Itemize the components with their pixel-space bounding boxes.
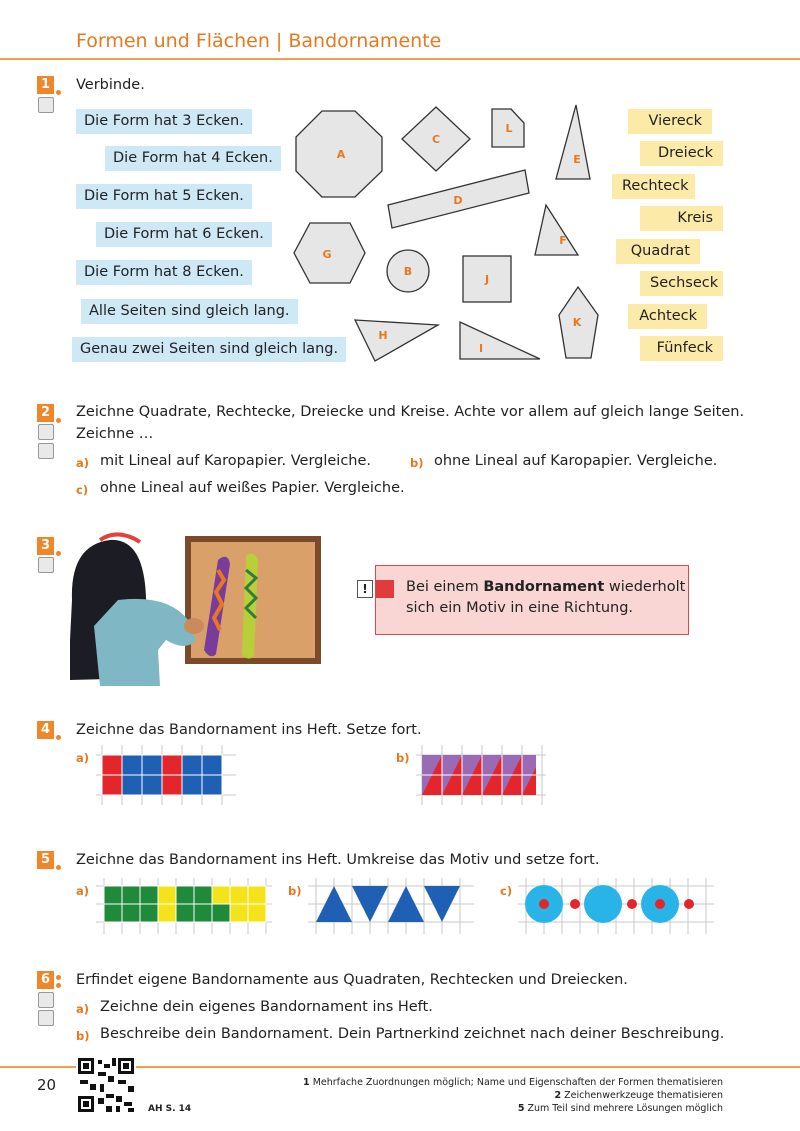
shape-label-d: D bbox=[453, 194, 463, 207]
task-dot bbox=[56, 975, 61, 980]
task-number-3: 3 bbox=[37, 537, 54, 555]
page-title: Formen und Flächen | Bandornamente bbox=[76, 30, 442, 52]
task6-b-text: Beschreibe dein Bandornament. Dein Partnerkind zeichnet nach deiner Beschreibung. bbox=[100, 1026, 725, 1042]
shape-label-i: I bbox=[478, 342, 484, 355]
task-dot bbox=[56, 418, 61, 423]
shape-label-c: C bbox=[431, 133, 441, 146]
statement-equal-sides: Alle Seiten sind gleich lang. bbox=[81, 299, 298, 324]
ornament-4b bbox=[416, 745, 546, 805]
shape-label-b: B bbox=[403, 265, 413, 278]
task2-c-label: c) bbox=[76, 483, 89, 497]
task6-a-text: Zeichne dein eigenes Bandornament ins Heft. bbox=[100, 999, 433, 1015]
triangle-shape-i bbox=[460, 322, 540, 359]
task4-instruction: Zeichne das Bandornament ins Heft. Setze fort. bbox=[76, 722, 422, 738]
task4-a-label: a) bbox=[76, 751, 90, 765]
name-viereck: Viereck bbox=[628, 109, 712, 134]
rule-line2: sich ein Motiv in eine Richtung. bbox=[406, 600, 634, 616]
shape-label-h: H bbox=[378, 329, 388, 342]
girl-at-board-illustration bbox=[70, 530, 330, 690]
name-dreieck: Dreieck bbox=[640, 141, 723, 166]
notebook-icon bbox=[38, 443, 54, 459]
task2-a-text: mit Lineal auf Karopapier. Vergleiche. bbox=[100, 453, 372, 469]
task2-a-label: a) bbox=[76, 456, 90, 470]
qr-code-icon[interactable] bbox=[76, 1056, 136, 1114]
ornament-5a bbox=[96, 878, 272, 934]
shapes-figure bbox=[280, 95, 620, 370]
shape-label-g: G bbox=[322, 248, 332, 261]
name-rechteck: Rechteck bbox=[612, 174, 695, 199]
footnote-1: 1 Mehrfache Zuordnungen möglich; Name und Eigenschaften der Formen thematisieren bbox=[303, 1077, 723, 1088]
statement-two-equal-sides: Genau zwei Seiten sind gleich lang. bbox=[72, 337, 346, 362]
triangle-shape-f bbox=[535, 205, 578, 255]
exclamation-icon: ! bbox=[357, 580, 373, 598]
speech-bubble-icon bbox=[38, 424, 54, 440]
task2-c-text: ohne Lineal auf weißes Papier. Vergleiche. bbox=[100, 480, 405, 496]
task-dot bbox=[56, 551, 61, 556]
task6-instruction: Erfindet eigene Bandornamente aus Quadraten, Rechtecken und Dreiecken. bbox=[76, 972, 628, 988]
task-number-6: 6 bbox=[37, 971, 54, 989]
name-quadrat: Quadrat bbox=[616, 239, 700, 264]
task2-b-text: ohne Lineal auf Karopapier. Vergleiche. bbox=[434, 453, 718, 469]
ornament-5b bbox=[308, 878, 474, 934]
name-sechseck: Sechseck bbox=[640, 271, 723, 296]
task-dot bbox=[56, 90, 61, 95]
shape-label-f: F bbox=[559, 234, 567, 247]
statement-5-corners: Die Form hat 5 Ecken. bbox=[76, 184, 252, 209]
name-kreis: Kreis bbox=[640, 206, 723, 231]
task-number-5: 5 bbox=[37, 851, 54, 869]
task6-a-label: a) bbox=[76, 1002, 90, 1016]
quadrilateral-shape-h bbox=[355, 320, 438, 361]
task-dot bbox=[56, 735, 61, 740]
task5-a-label: a) bbox=[76, 884, 90, 898]
lightbulb-icon bbox=[38, 1010, 54, 1026]
shape-label-e: E bbox=[573, 153, 581, 166]
name-achteck: Achteck bbox=[628, 304, 707, 329]
shape-label-l: L bbox=[505, 122, 513, 135]
task5-c-label: c) bbox=[500, 884, 513, 898]
task6-b-label: b) bbox=[76, 1029, 90, 1043]
statement-3-corners: Die Form hat 3 Ecken. bbox=[76, 109, 252, 134]
footnote-5: 5 Zum Teil sind mehrere Lösungen möglich bbox=[517, 1103, 723, 1114]
task-number-4: 4 bbox=[37, 721, 54, 739]
shape-label-j: J bbox=[484, 273, 490, 286]
task-number-2: 2 bbox=[37, 404, 54, 422]
statement-6-corners: Die Form hat 6 Ecken. bbox=[96, 222, 272, 247]
page-number: 20 bbox=[37, 1076, 57, 1094]
header-divider bbox=[0, 58, 800, 60]
task-number-1: 1 bbox=[37, 76, 54, 94]
shape-label-k: K bbox=[572, 316, 582, 329]
task-dot bbox=[56, 865, 61, 870]
name-fuenfeck: Fünfeck bbox=[640, 336, 723, 361]
speech-bubble-icon bbox=[38, 557, 54, 573]
shape-label-a: A bbox=[336, 148, 346, 161]
statement-4-corners: Die Form hat 4 Ecken. bbox=[105, 146, 281, 171]
task4-b-label: b) bbox=[396, 751, 410, 765]
ornament-4a bbox=[96, 745, 236, 805]
ornament-5c bbox=[518, 878, 714, 934]
rule-line1: Bei einem Bandornament wiederholt bbox=[406, 579, 686, 595]
speech-bubble-icon bbox=[38, 97, 54, 113]
partner-icon bbox=[38, 992, 54, 1008]
workbook-reference: AH S. 14 bbox=[148, 1104, 192, 1114]
task2-b-label: b) bbox=[410, 456, 424, 470]
footnote-2: 2 Zeichenwerkzeuge thematisieren bbox=[554, 1090, 723, 1101]
statement-8-corners: Die Form hat 8 Ecken. bbox=[76, 260, 252, 285]
task1-instruction: Verbinde. bbox=[76, 77, 145, 93]
task-dot bbox=[56, 983, 61, 988]
task5-instruction: Zeichne das Bandornament ins Heft. Umkreise das Motiv und setze fort. bbox=[76, 852, 600, 868]
task5-b-label: b) bbox=[288, 884, 302, 898]
rule-marker bbox=[376, 580, 394, 598]
task2-line1: Zeichne Quadrate, Rechtecke, Dreiecke und Kreise. Achte vor allem auf gleich lange Seiten. bbox=[76, 404, 745, 420]
triangle-shape-e bbox=[556, 105, 590, 179]
task2-line2: Zeichne … bbox=[76, 426, 154, 442]
